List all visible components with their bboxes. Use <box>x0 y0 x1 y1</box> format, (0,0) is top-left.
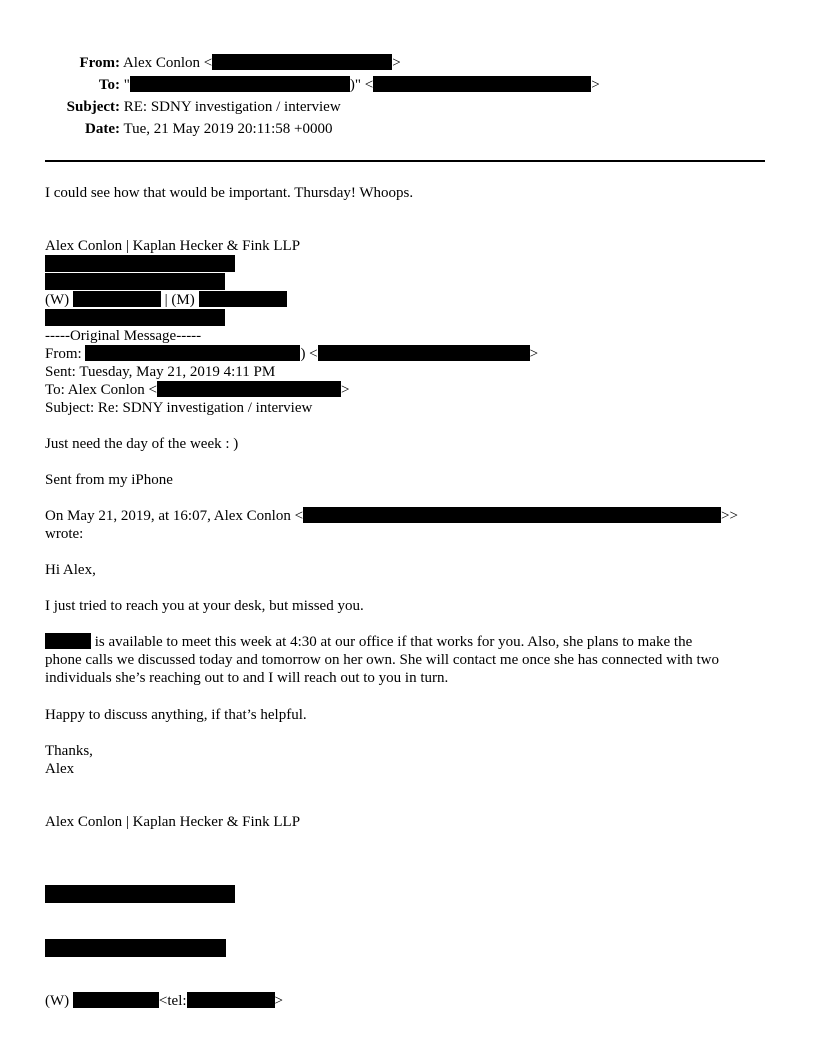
quote-intro: On May 21, 2019, at 16:07, Alex Conlon < <box>45 508 304 524</box>
quoted-thanks: Thanks, <box>45 743 93 759</box>
redaction <box>45 939 226 957</box>
original-to-prefix: To: Alex Conlon < <box>45 382 157 398</box>
redaction <box>45 885 235 903</box>
quote-close: >> <box>721 508 738 524</box>
quoted-para1: I just tried to reach you at your desk, but missed you. <box>45 598 364 614</box>
quoted-work-label: (W) <box>45 993 70 1009</box>
to-open: " <box>123 77 130 93</box>
signature: Alex Conlon | Kaplan Hecker & Fink LLP <box>45 238 301 254</box>
date-value: Tue, 21 May 2019 20:11:58 +0000 <box>123 121 333 137</box>
original-to-close: > <box>341 382 350 398</box>
tel-label: <tel: <box>158 993 187 1009</box>
redaction <box>45 633 91 649</box>
redaction <box>73 291 161 307</box>
redaction <box>199 291 287 307</box>
original-from-label: From: <box>45 346 82 362</box>
quoted-greeting: Hi Alex, <box>45 562 96 578</box>
quoted-para2-line2: phone calls we discussed today and tomorrow on her own. She will contact me once she has connected with two <box>45 652 719 668</box>
header-from-row <box>45 54 401 72</box>
original-sent: Sent: Tuesday, May 21, 2019 4:11 PM <box>45 364 276 380</box>
original-subject: Subject: Re: SDNY investigation / interview <box>45 400 313 416</box>
redaction <box>187 992 275 1008</box>
redaction <box>45 255 235 272</box>
header-subject-row <box>45 98 341 116</box>
redaction <box>318 345 530 361</box>
from-name: Alex Conlon < <box>122 55 213 71</box>
para2-line1-text: is available to meet this week at 4:30 at our office if that works for you. Also, she plans to make the <box>94 634 693 650</box>
tel-close: > <box>274 993 283 1009</box>
phone-row <box>45 291 287 309</box>
mobile-label: | (M) <box>164 292 195 308</box>
original-to-row <box>45 381 349 399</box>
redaction <box>303 507 721 523</box>
header-to-row <box>45 76 600 94</box>
from-close: > <box>392 55 401 71</box>
quoted-para2-line1 <box>45 633 692 651</box>
redaction <box>85 345 300 361</box>
redaction <box>130 76 350 92</box>
quoted-signature: Alex Conlon | Kaplan Hecker & Fink LLP <box>45 814 301 830</box>
from-label: From: <box>79 55 120 71</box>
original-divider: -----Original Message----- <box>45 328 202 344</box>
redaction <box>45 273 225 290</box>
quoted-para2-line3: individuals she’s reaching out to and I will reach out to you in turn. <box>45 670 449 686</box>
redaction <box>45 309 225 326</box>
original-from-row <box>45 345 538 363</box>
sent-from-iphone: Sent from my iPhone <box>45 472 173 488</box>
redaction <box>212 54 392 70</box>
redaction <box>373 76 591 92</box>
redaction <box>73 992 159 1008</box>
work-label: (W) <box>45 292 70 308</box>
quote-intro-row <box>45 507 738 525</box>
quoted-name: Alex <box>45 761 75 777</box>
quote-wrote: wrote: <box>45 526 84 542</box>
quoted-para3: Happy to discuss anything, if that’s helpful. <box>45 707 307 723</box>
to-label: To: <box>98 77 120 93</box>
quoted-phone-row <box>45 992 283 1010</box>
date-label: Date: <box>85 121 120 137</box>
to-mid: )" < <box>349 77 374 93</box>
original-message: Just need the day of the week : ) <box>45 436 239 452</box>
header-date-row <box>45 120 333 138</box>
subject-value: RE: SDNY investigation / interview <box>123 99 341 115</box>
reply-text: I could see how that would be important. Thursday! Whoops. <box>45 185 414 201</box>
header-divider <box>45 160 765 162</box>
to-close: > <box>591 77 600 93</box>
original-from-close: > <box>529 346 539 362</box>
original-from-mid: ) < <box>300 346 318 362</box>
redaction <box>157 381 341 397</box>
subject-label: Subject: <box>66 99 120 115</box>
